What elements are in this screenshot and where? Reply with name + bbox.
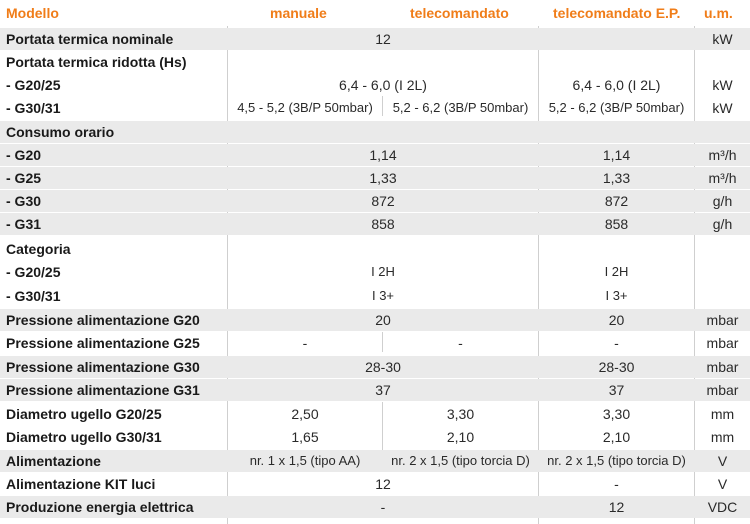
- table-row: [0, 144, 750, 166]
- value-telecomandato: 5,2 - 6,2 (3B/P 50mbar): [392, 100, 529, 115]
- value-manuale-telecomandato: 37: [375, 382, 391, 398]
- value-manuale-telecomandato: 1,14: [369, 147, 397, 163]
- table-row: [0, 496, 750, 518]
- value-telecomandato-ep: 858: [604, 216, 629, 232]
- row-label: - G30/31: [6, 288, 61, 304]
- table-row: [0, 356, 750, 378]
- unit-cell: kW: [712, 100, 733, 116]
- table-row: [0, 51, 750, 73]
- table-row: [0, 426, 750, 448]
- table-row: [0, 261, 750, 283]
- unit-cell: mbar: [706, 335, 739, 351]
- row-label: - G30/31: [6, 100, 61, 116]
- value-manuale-telecomandato: 872: [371, 193, 395, 209]
- table-row: [0, 28, 750, 50]
- table-row: [0, 74, 750, 96]
- value-telecomandato-ep: -: [614, 335, 619, 351]
- value-telecomandato-ep: I 3+: [605, 288, 628, 303]
- unit-cell: kW: [712, 77, 733, 93]
- value-manuale-telecomandato: 1,33: [369, 170, 397, 186]
- value-telecomandato-ep: 12: [608, 499, 625, 515]
- value-manuale-telecomandato: 12: [375, 476, 391, 492]
- value-telecomandato-ep: 20: [608, 312, 625, 328]
- row-label: Portata termica nominale: [6, 31, 174, 47]
- table-row: [0, 332, 750, 354]
- unit-cell: kW: [712, 31, 733, 47]
- unit-cell: g/h: [712, 193, 733, 209]
- row-label: Pressione alimentazione G31: [6, 382, 200, 398]
- row-label: Alimentazione KIT luci: [6, 476, 156, 492]
- header-telecomandato-ep: telecomandato E.P.: [553, 5, 681, 21]
- value-manuale-telecomandato: 28-30: [365, 359, 401, 375]
- value-manuale: 2,50: [291, 406, 319, 422]
- value-manuale-telecomandato: 6,4 - 6,0 (I 2L): [339, 77, 427, 93]
- row-label: Categoria: [6, 241, 71, 257]
- row-label: - G20/25: [6, 77, 61, 93]
- unit-cell: VDC: [707, 499, 738, 515]
- unit-cell: g/h: [712, 216, 733, 232]
- value-telecomandato-ep: 872: [604, 193, 629, 209]
- row-label: Diametro ugello G20/25: [6, 406, 162, 422]
- header-model: Modello: [6, 5, 59, 21]
- unit-cell: m³/h: [708, 147, 737, 163]
- unit-cell: m³/h: [708, 170, 737, 186]
- value-telecomandato-ep: I 2H: [604, 264, 629, 279]
- row-label: Diametro ugello G30/31: [6, 429, 162, 445]
- row-label: Consumo orario: [6, 124, 115, 140]
- unit-cell: V: [717, 476, 728, 492]
- row-label: - G30: [6, 193, 42, 209]
- value-telecomandato-ep: nr. 2 x 1,5 (tipo torcia D): [547, 453, 686, 468]
- value-telecomandato-ep: 1,14: [602, 147, 631, 163]
- value-manuale-telecomandato: -: [380, 499, 386, 515]
- row-label: - G20/25: [6, 264, 61, 280]
- row-label: Pressione alimentazione G25: [6, 335, 200, 351]
- value-telecomandato-ep: 37: [608, 382, 625, 398]
- header-manuale: manuale: [270, 5, 327, 21]
- value-telecomandato-ep: 3,30: [602, 406, 631, 422]
- value-telecomandato-ep: 2,10: [602, 429, 631, 445]
- row-label: Portata termica ridotta (Hs): [6, 54, 187, 70]
- header-telecomandato: telecomandato: [410, 5, 509, 21]
- row-label: Pressione alimentazione G20: [6, 312, 200, 328]
- unit-cell: mbar: [706, 359, 739, 375]
- value-manuale-telecomandato: I 3+: [371, 288, 395, 303]
- table-row: [0, 167, 750, 189]
- row-label: - G31: [6, 216, 42, 232]
- table-row: [0, 238, 750, 260]
- table-row: [0, 309, 750, 331]
- header-unit: u.m.: [704, 5, 733, 21]
- unit-cell: mm: [710, 429, 735, 445]
- value-telecomandato: -: [458, 335, 463, 351]
- value-telecomandato-ep: 1,33: [602, 170, 631, 186]
- table-header: [0, 0, 750, 26]
- value-manuale: -: [302, 335, 308, 351]
- unit-cell: mbar: [706, 382, 739, 398]
- table-row: [0, 379, 750, 401]
- unit-cell: V: [717, 453, 728, 469]
- value-manuale: nr. 1 x 1,5 (tipo AA): [249, 453, 361, 468]
- row-label: Pressione alimentazione G30: [6, 359, 200, 375]
- value-manuale-telecomandato: I 2H: [371, 264, 395, 279]
- table-row: [0, 473, 750, 495]
- table-row: [0, 190, 750, 212]
- value-telecomandato: 2,10: [446, 429, 475, 445]
- row-label: - G20: [6, 147, 42, 163]
- row-label: - G25: [6, 170, 42, 186]
- value-manuale: 4,5 - 5,2 (3B/P 50mbar): [237, 100, 373, 115]
- value-telecomandato: nr. 2 x 1,5 (tipo torcia D): [391, 453, 530, 468]
- row-label: Alimentazione: [6, 453, 101, 469]
- table-row: [0, 403, 750, 425]
- row-label: Produzione energia elettrica: [6, 499, 194, 515]
- value-telecomandato-ep: 6,4 - 6,0 (I 2L): [572, 77, 661, 93]
- table-row: [0, 97, 750, 119]
- value-manuale-telecomandato: 858: [371, 216, 395, 232]
- unit-cell: mm: [710, 406, 735, 422]
- value-manuale-telecomandato: 12: [375, 31, 391, 47]
- table-row: [0, 121, 750, 143]
- value-telecomandato-ep: -: [614, 476, 619, 492]
- table-row: [0, 285, 750, 307]
- table-row: [0, 450, 750, 472]
- value-telecomandato-ep: 5,2 - 6,2 (3B/P 50mbar): [548, 100, 685, 115]
- value-telecomandato-ep: 28-30: [598, 359, 635, 375]
- unit-cell: mbar: [706, 312, 739, 328]
- table-row: [0, 213, 750, 235]
- value-manuale: 1,65: [291, 429, 319, 445]
- value-telecomandato: 3,30: [446, 406, 475, 422]
- value-manuale-telecomandato: 20: [375, 312, 391, 328]
